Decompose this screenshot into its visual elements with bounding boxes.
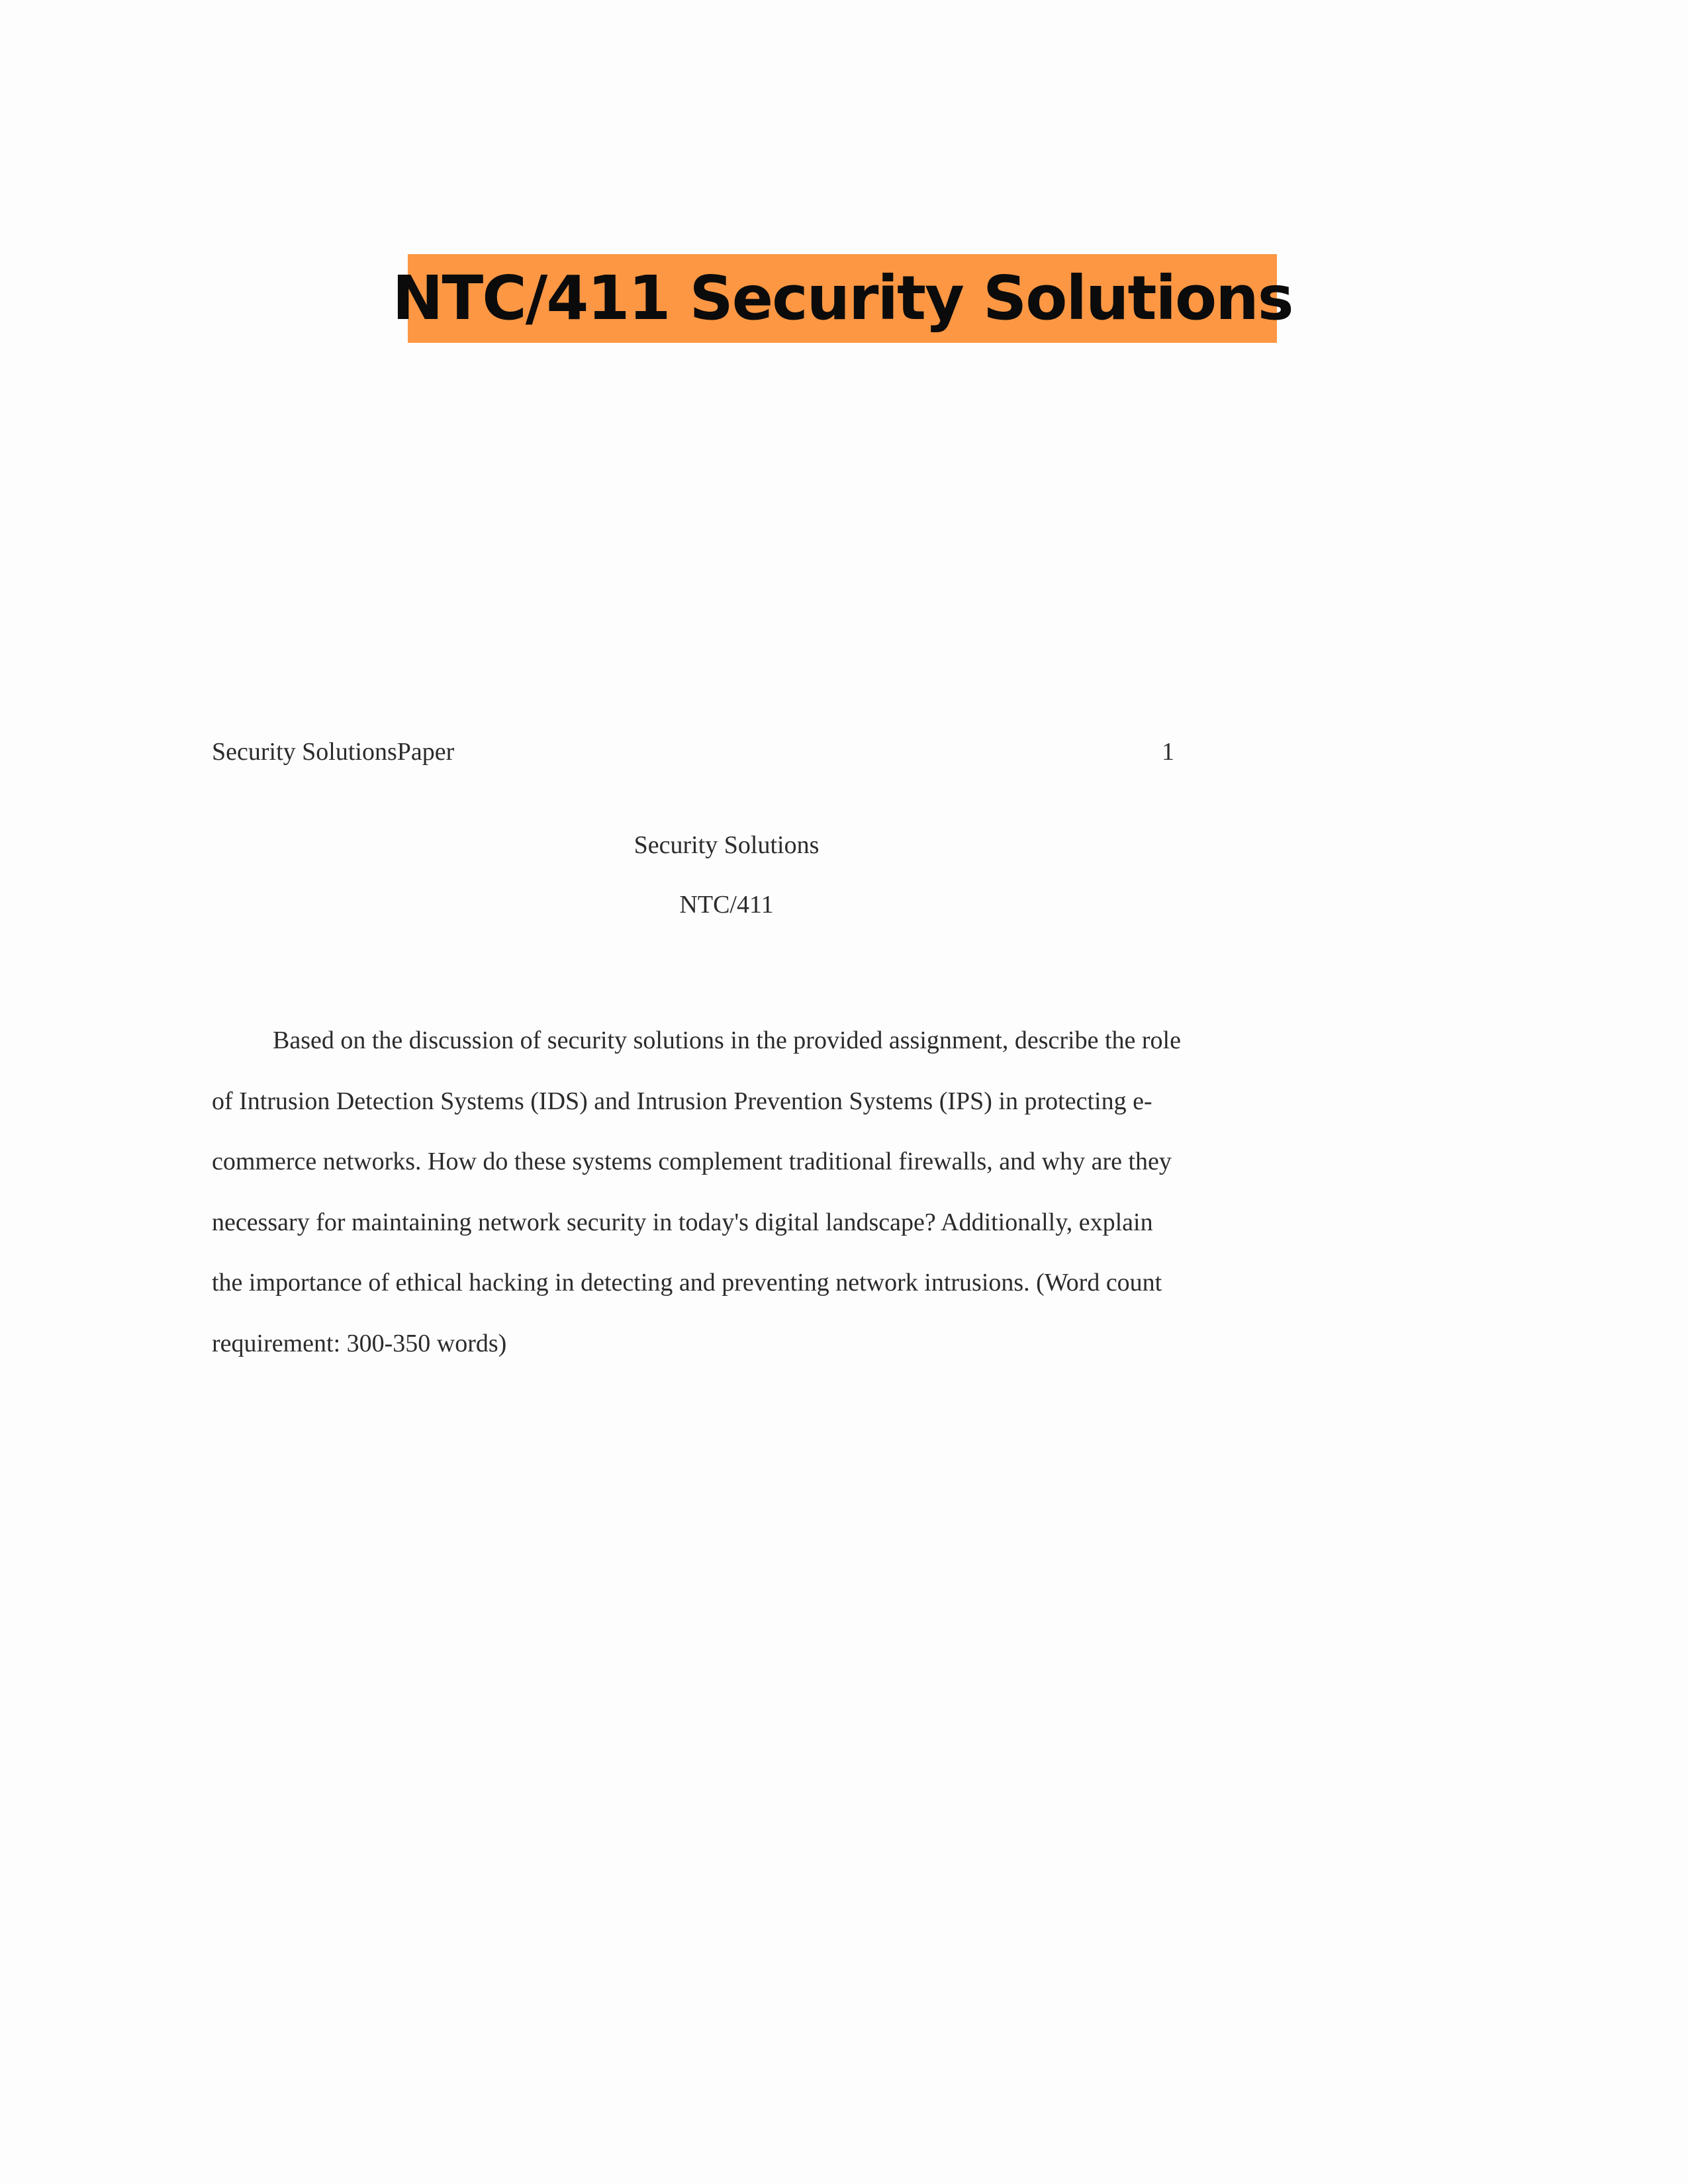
body-line: necessary for maintaining network security in today's digital landscape? Additionally, explain [212,1208,1153,1236]
body-line: requirement: 300-350 words) [212,1329,507,1357]
body-paragraph [212,1011,1225,1375]
body-line: of Intrusion Detection Systems (IDS) and Intrusion Prevention Systems (IPS) in protecting e- [212,1087,1152,1115]
document-course: NTC/411 [679,891,774,919]
body-line: Based on the discussion of security solutions in the provided assignment, describe the role [273,1026,1181,1054]
body-line: the importance of ethical hacking in detecting and preventing network intrusions. (Word count [212,1269,1162,1297]
running-head: Security SolutionsPaper [212,738,455,766]
page-number: 1 [1162,738,1174,766]
document-title: Security Solutions [633,831,820,859]
title-banner [392,254,1293,343]
banner-title: NTC/411 Security Solutions [392,263,1293,334]
body-line: commerce networks. How do these systems complement traditional firewalls, and why are they [212,1148,1172,1176]
